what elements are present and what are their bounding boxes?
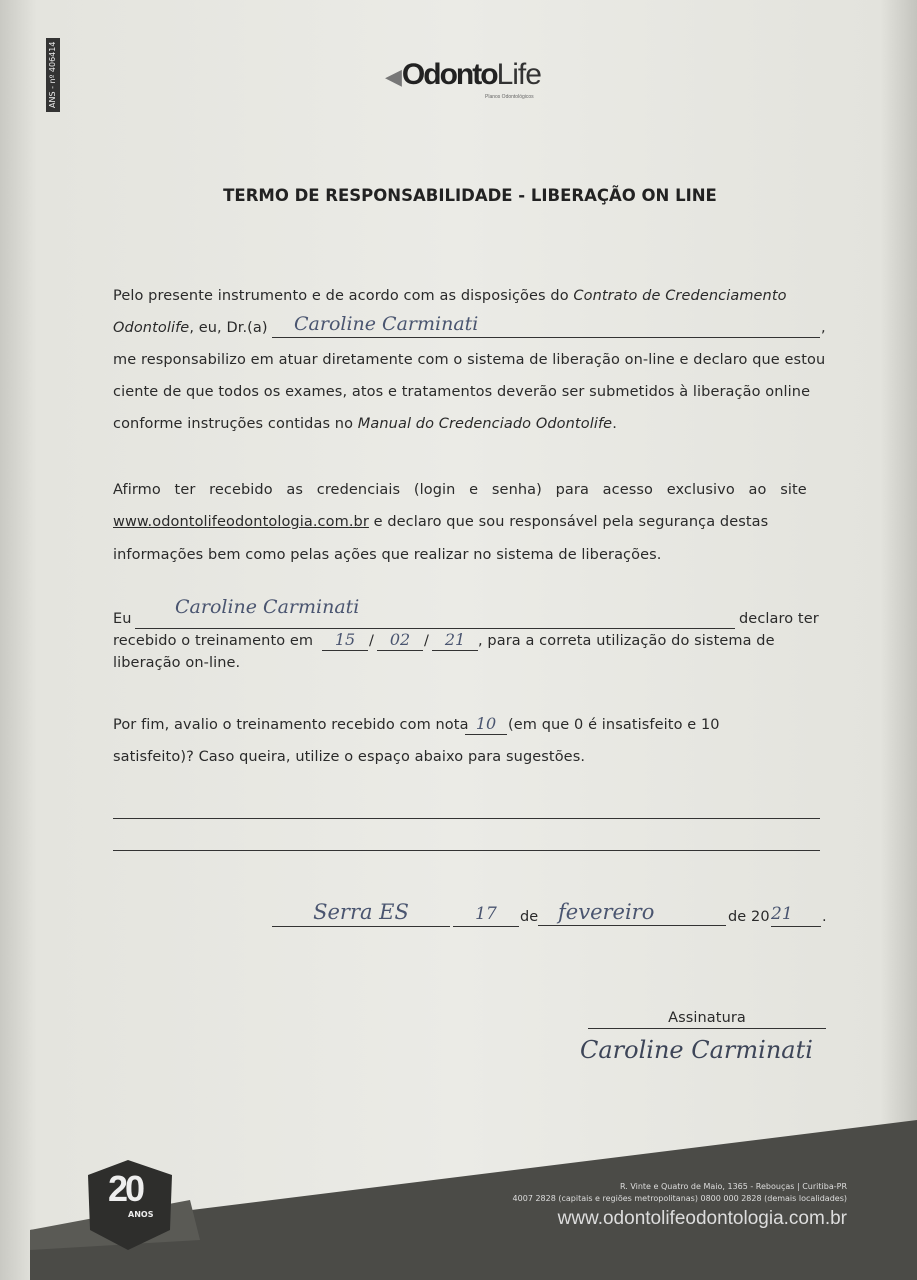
date-month-field[interactable]: fevereiro [538,900,726,926]
odontolife-logo [385,58,541,100]
training-month-field[interactable]: 02 [377,630,423,651]
trainee-name-field[interactable] [135,596,735,629]
text: de 20 [728,909,770,925]
text: Por fim, avalio o treinamento recebido com nota [113,717,469,733]
text: . [822,909,827,925]
text: satisfeito)? Caso queira, utilize o espaço abaixo para sugestões. [113,749,586,765]
text: liberação on-line. [113,655,241,671]
text: / [369,633,374,649]
logo-brand-light: Life [496,58,541,91]
p2-line1: Afirmo ter recebido as credenciais (login e senha) para acesso exclusivo ao site [113,482,807,498]
text: Eu [113,611,132,627]
p1-line5 [113,416,617,432]
handwritten-signature: Caroline Carminati [580,1036,813,1064]
handwritten-name: Caroline Carminati [175,596,360,618]
suggestion-line-2[interactable] [113,850,820,851]
anniversary-text: ANOS [128,1210,154,1219]
anniversary-number: 20 [108,1168,143,1209]
text: (em que 0 é insatisfeito e 10 [508,717,720,733]
dentist-name-field[interactable] [272,315,820,338]
suggestion-line-1[interactable] [113,818,820,819]
p1-line2 [113,320,268,336]
logo-brand-bold: Odonto [401,58,497,91]
text: de [520,909,539,925]
ans-registration-badge: ANS - nº 406414 [46,38,60,112]
footer-phones: 4007 2828 (capitais e regiões metropolitanas) 0800 000 2828 (demais localidades) [512,1194,847,1203]
text: Pelo presente instrumento e de acordo com as disposições do [113,288,574,304]
website-link[interactable]: www.odontolifeodontologia.com.br [113,514,369,530]
p1-line1 [113,288,787,304]
contract-name: Contrato de Credenciamento [573,288,787,304]
manual-name: Manual do Credenciado Odontolife [357,416,613,432]
text: , [821,320,826,336]
training-day-field[interactable]: 15 [322,630,368,651]
text: e declaro que sou responsável pela segurança destas [368,514,769,530]
text: . [612,416,617,432]
footer-website[interactable]: www.odontolifeodontologia.com.br [557,1208,847,1229]
training-year-field[interactable]: 21 [432,630,478,651]
logo-tagline: Planos Odontológicos [485,94,534,100]
text: declaro ter [739,611,819,627]
p2-line3: informações bem como pelas ações que realizar no sistema de liberações. [113,547,662,563]
text: , para a correta utilização do sistema de [478,633,775,649]
p1-line4: ciente de que todos os exames, atos e tratamentos deverão ser submetidos à liberação online [113,384,811,400]
score-field[interactable]: 10 [465,714,507,735]
date-day-field[interactable]: 17 [453,904,519,927]
text: conforme instruções contidas no [113,416,358,432]
footer-address: R. Vinte e Quatro de Maio, 1365 - Rebouças | Curitiba-PR [619,1182,847,1191]
signature-label: Assinatura [588,1010,826,1029]
handwritten-name: Caroline Carminati [294,313,479,335]
text: recebido o treinamento em [113,633,314,649]
text: , eu, Dr.(a) [189,320,268,336]
date-year-field[interactable]: 21 [771,904,821,927]
logo-icon: ◀ [385,64,402,89]
p2-line2 [113,514,768,530]
p1-line3: me responsabilizo em atuar diretamente com o sistema de liberação on-line e declaro que estou [113,352,826,368]
text: / [424,633,429,649]
company-name: Odontolife [113,320,190,336]
document-title: TERMO DE RESPONSABILIDADE - LIBERAÇÃO ON LINE [223,186,717,205]
city-field[interactable]: Serra ES [272,900,450,927]
